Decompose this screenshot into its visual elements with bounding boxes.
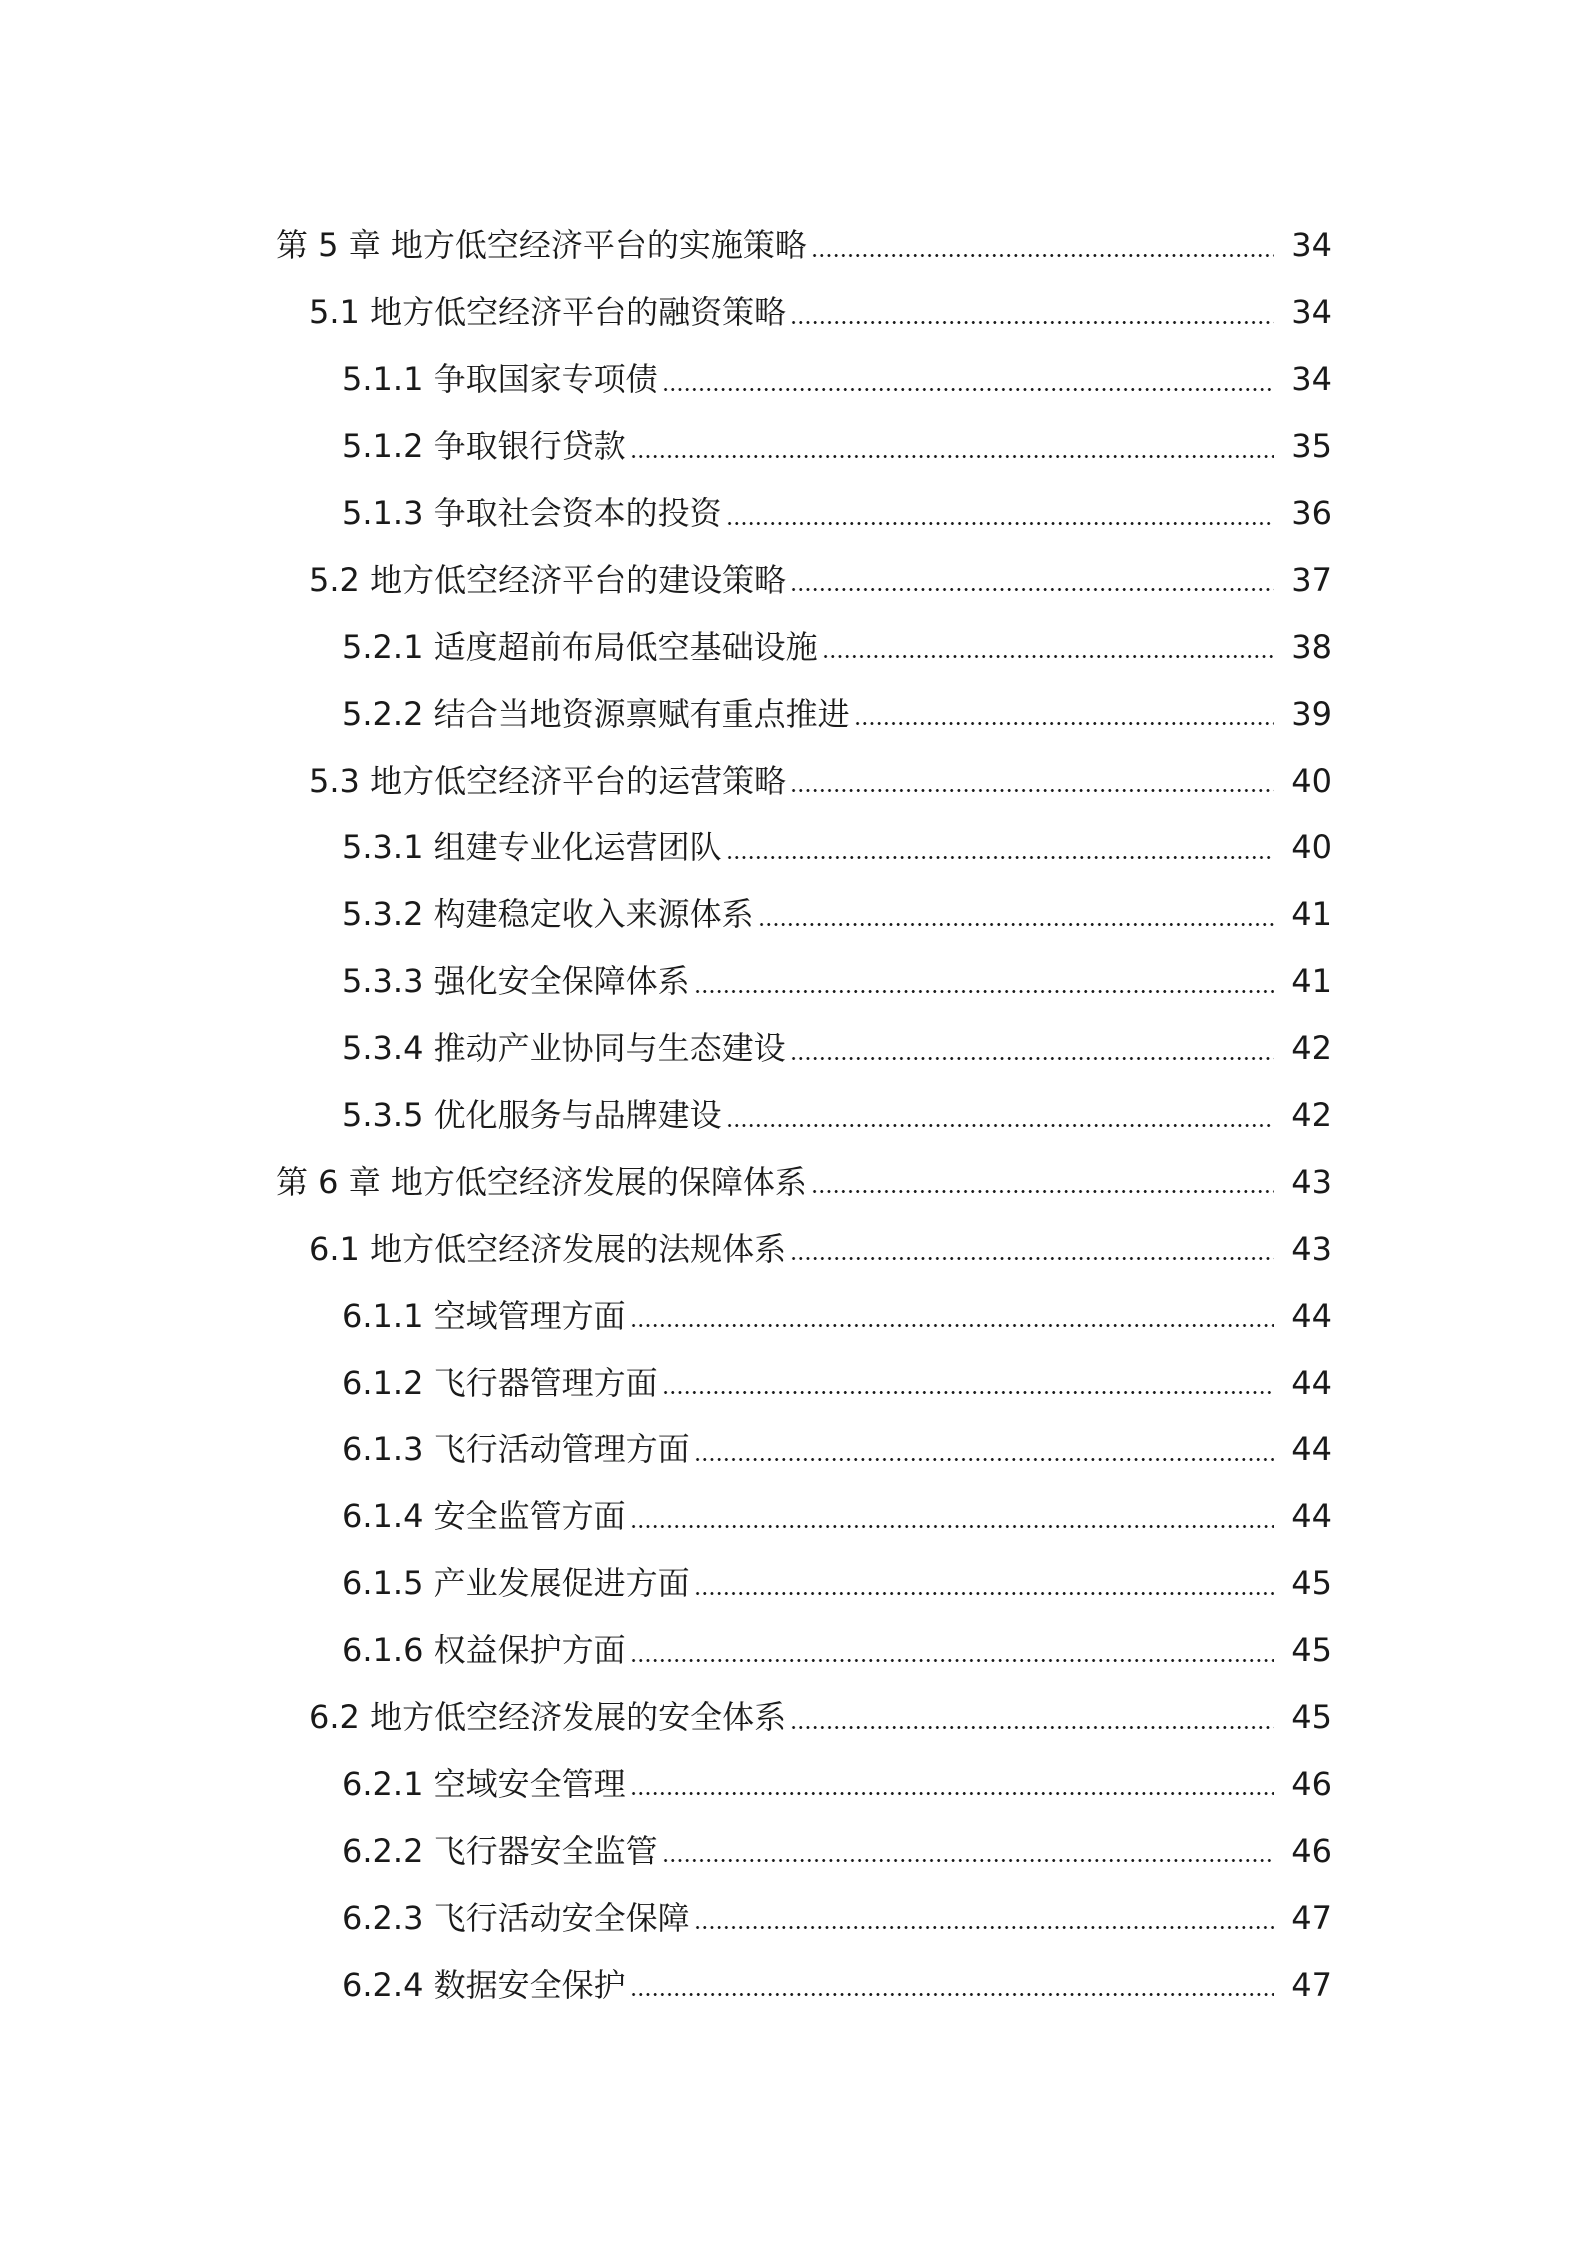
dot-leader	[854, 722, 1274, 725]
dot-leader	[662, 1859, 1274, 1862]
toc-entry-section-5-2-1[interactable]	[0, 613, 1596, 680]
toc-entry-chapter-6[interactable]	[0, 1148, 1596, 1215]
dot-leader	[694, 1458, 1274, 1461]
toc-entry-section-6-2-4[interactable]	[0, 1951, 1596, 2018]
toc-page-number: 43	[1274, 1166, 1332, 1198]
toc-page-number: 45	[1274, 1634, 1332, 1666]
dot-leader	[630, 1993, 1274, 1996]
toc-entry-title: 5.3 地方低空经济平台的运营策略	[309, 765, 790, 797]
toc-entry-section-5-3-4[interactable]	[0, 1015, 1596, 1082]
toc-entry-section-5-2-2[interactable]	[0, 680, 1596, 747]
toc-entry-title: 第 6 章 地方低空经济发展的保障体系	[276, 1166, 811, 1198]
dot-leader	[630, 1659, 1274, 1662]
toc-page-number: 46	[1274, 1768, 1332, 1800]
toc-entry-section-6-1-6[interactable]	[0, 1617, 1596, 1684]
toc-entry-title: 5.3.4 推动产业协同与生态建设	[342, 1032, 790, 1064]
toc-page-number: 34	[1274, 229, 1332, 261]
toc-entry-title: 5.1 地方低空经济平台的融资策略	[309, 296, 790, 328]
dot-leader	[811, 254, 1274, 257]
table-of-contents	[0, 212, 1596, 2018]
toc-entry-title: 5.1.2 争取银行贷款	[342, 430, 630, 462]
toc-entry-title: 6.1.5 产业发展促进方面	[342, 1567, 694, 1599]
dot-leader	[790, 1726, 1274, 1729]
toc-entry-title: 6.2 地方低空经济发展的安全体系	[309, 1701, 790, 1733]
toc-entry-title: 6.1.4 安全监管方面	[342, 1500, 630, 1532]
dot-leader	[694, 990, 1274, 993]
toc-entry-section-6-2[interactable]	[0, 1684, 1596, 1751]
dot-leader	[630, 1525, 1274, 1528]
dot-leader	[790, 321, 1274, 324]
toc-entry-section-6-2-3[interactable]	[0, 1884, 1596, 1951]
toc-entry-section-6-2-2[interactable]	[0, 1817, 1596, 1884]
dot-leader	[811, 1190, 1274, 1193]
toc-page-number: 43	[1274, 1233, 1332, 1265]
toc-entry-chapter-5[interactable]	[0, 212, 1596, 279]
toc-page-number: 44	[1274, 1433, 1332, 1465]
dot-leader	[662, 1391, 1274, 1394]
toc-entry-title: 第 5 章 地方低空经济平台的实施策略	[276, 229, 811, 261]
toc-entry-title: 5.3.1 组建专业化运营团队	[342, 831, 726, 863]
toc-entry-section-6-1-3[interactable]	[0, 1416, 1596, 1483]
toc-entry-title: 5.2 地方低空经济平台的建设策略	[309, 564, 790, 596]
dot-leader	[790, 1057, 1274, 1060]
toc-entry-section-5-3[interactable]	[0, 747, 1596, 814]
dot-leader	[790, 1257, 1274, 1260]
toc-entry-title: 5.1.3 争取社会资本的投资	[342, 497, 726, 529]
toc-page-number: 40	[1274, 765, 1332, 797]
toc-page-number: 42	[1274, 1032, 1332, 1064]
toc-entry-title: 5.3.2 构建稳定收入来源体系	[342, 898, 758, 930]
dot-leader	[694, 1926, 1274, 1929]
toc-entry-title: 6.2.4 数据安全保护	[342, 1969, 630, 2001]
toc-entry-title: 6.1 地方低空经济发展的法规体系	[309, 1233, 790, 1265]
toc-entry-section-6-1-4[interactable]	[0, 1483, 1596, 1550]
dot-leader	[662, 388, 1274, 391]
toc-page-number: 44	[1274, 1500, 1332, 1532]
dot-leader	[758, 923, 1274, 926]
dot-leader	[630, 455, 1274, 458]
dot-leader	[726, 522, 1274, 525]
toc-page-number: 38	[1274, 631, 1332, 663]
toc-page-number: 41	[1274, 898, 1332, 930]
toc-entry-title: 5.3.5 优化服务与品牌建设	[342, 1099, 726, 1131]
dot-leader	[630, 1792, 1274, 1795]
toc-entry-title: 5.2.1 适度超前布局低空基础设施	[342, 631, 822, 663]
toc-page-number: 47	[1274, 1969, 1332, 2001]
toc-entry-title: 6.1.2 飞行器管理方面	[342, 1367, 662, 1399]
toc-entry-section-6-2-1[interactable]	[0, 1750, 1596, 1817]
toc-entry-title: 6.2.1 空域安全管理	[342, 1768, 630, 1800]
toc-entry-section-5-1[interactable]	[0, 279, 1596, 346]
toc-page-number: 39	[1274, 698, 1332, 730]
toc-entry-title: 6.1.3 飞行活动管理方面	[342, 1433, 694, 1465]
toc-entry-title: 5.1.1 争取国家专项债	[342, 363, 662, 395]
dot-leader	[790, 789, 1274, 792]
toc-page-number: 44	[1274, 1367, 1332, 1399]
toc-page-number: 36	[1274, 497, 1332, 529]
toc-entry-section-5-1-3[interactable]	[0, 480, 1596, 547]
toc-entry-title: 6.2.2 飞行器安全监管	[342, 1835, 662, 1867]
dot-leader	[790, 588, 1274, 591]
toc-entry-section-5-1-1[interactable]	[0, 346, 1596, 413]
toc-entry-section-5-3-1[interactable]	[0, 814, 1596, 881]
toc-entry-section-5-3-5[interactable]	[0, 1082, 1596, 1149]
toc-entry-title: 6.2.3 飞行活动安全保障	[342, 1902, 694, 1934]
dot-leader	[694, 1592, 1274, 1595]
toc-entry-title: 5.2.2 结合当地资源禀赋有重点推进	[342, 698, 854, 730]
toc-entry-title: 6.1.6 权益保护方面	[342, 1634, 630, 1666]
toc-page-number: 37	[1274, 564, 1332, 596]
toc-entry-section-6-1-5[interactable]	[0, 1550, 1596, 1617]
toc-page-number: 42	[1274, 1099, 1332, 1131]
toc-page-number: 34	[1274, 296, 1332, 328]
toc-entry-section-5-3-3[interactable]	[0, 948, 1596, 1015]
toc-entry-section-5-1-2[interactable]	[0, 413, 1596, 480]
toc-page-number: 34	[1274, 363, 1332, 395]
toc-page-number: 45	[1274, 1567, 1332, 1599]
toc-page-number: 47	[1274, 1902, 1332, 1934]
dot-leader	[726, 1124, 1274, 1127]
toc-entry-title: 5.3.3 强化安全保障体系	[342, 965, 694, 997]
dot-leader	[726, 856, 1274, 859]
toc-page-number: 41	[1274, 965, 1332, 997]
toc-page-number: 45	[1274, 1701, 1332, 1733]
toc-entry-section-6-1[interactable]	[0, 1215, 1596, 1282]
toc-page-number: 35	[1274, 430, 1332, 462]
toc-entry-section-6-1-1[interactable]	[0, 1282, 1596, 1349]
toc-entry-section-5-2[interactable]	[0, 546, 1596, 613]
toc-entry-section-6-1-2[interactable]	[0, 1349, 1596, 1416]
dot-leader	[822, 655, 1274, 658]
toc-page-number: 40	[1274, 831, 1332, 863]
toc-entry-title: 6.1.1 空域管理方面	[342, 1300, 630, 1332]
dot-leader	[630, 1324, 1274, 1327]
toc-page-number: 46	[1274, 1835, 1332, 1867]
toc-entry-section-5-3-2[interactable]	[0, 881, 1596, 948]
toc-page-number: 44	[1274, 1300, 1332, 1332]
